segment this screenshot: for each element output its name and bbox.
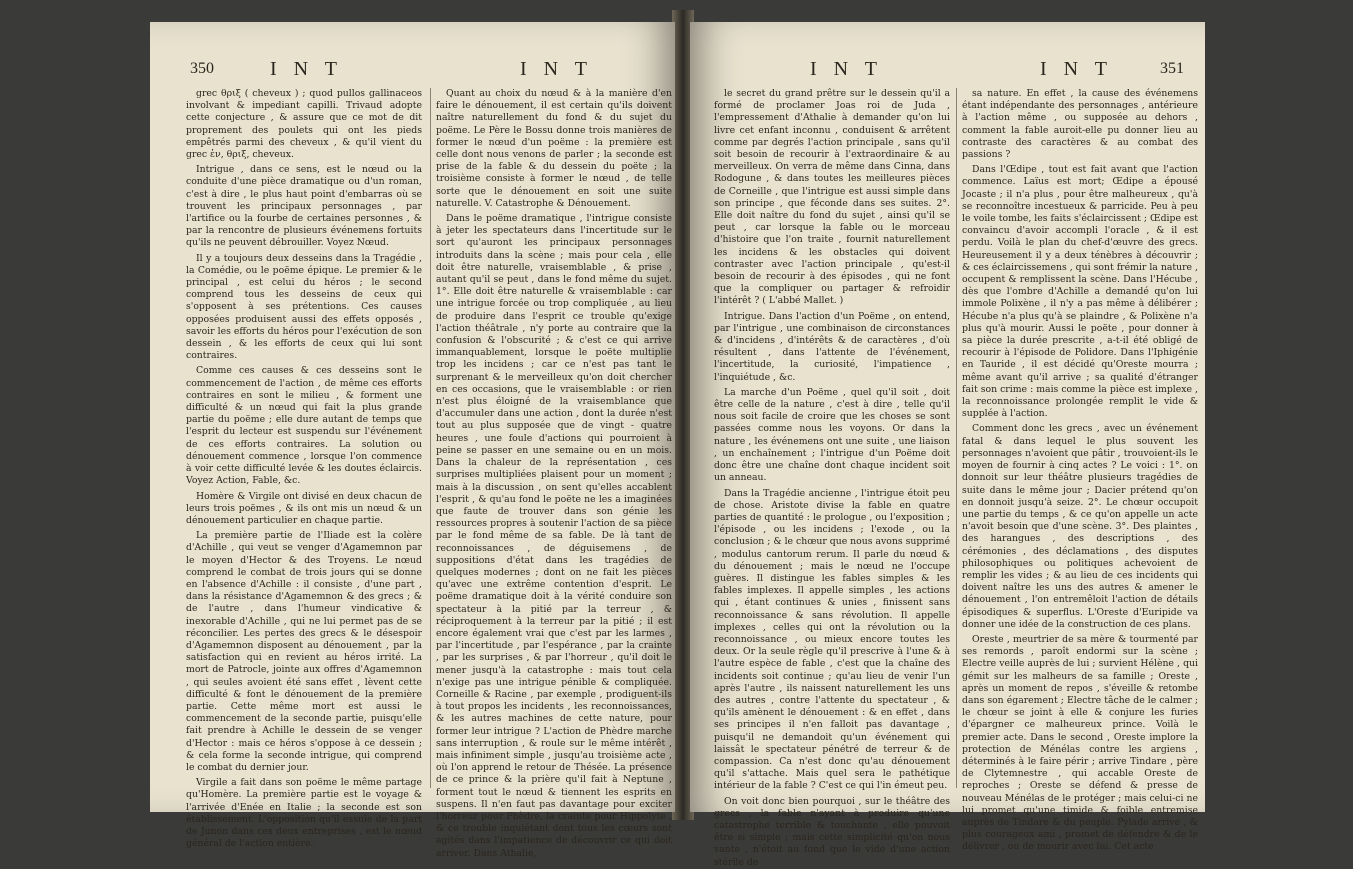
paragraph: Oreste , meurtrier de sa mère & tourmenté par ses remords , paroît endormi sur la scène ; Electre veille auprès de lui ; survient Hélène , qui gémit sur les malheurs de sa famille ; Oreste , après un moment de repos , s'éveille & retombe dans son égarement ; Electre tâche de le calmer ; le chœur se joint à elle & conjure les furies d'épargner ce malheureux prince. Voilà le premier acte. Dans le second , Oreste implore la protection de Ménélas contre les argiens , déterminés à le faire périr ; arrive Tindare , père de Clytemnestre , qui accable Oreste de reproches ; Oreste se défend & presse de nouveau Ménélas de le protéger ; mais celui-ci ne lui promet qu'une timide & foible entremise auprès de Tindare & du peuple. Pylade arrive , & plus courageux ami , promet de défendre & de le délivrer , ou de mourir avec lui. Cet acte: [962, 633, 1198, 853]
paragraph: Dans la Tragédie ancienne , l'intrigue étoit peu de chose. Aristote divise la fable en quatre parties de quantité : le prologue , ou l'exposition ; l'épisode , ou les incidens ; l'exode , ou la conclusion ; & le chœur que nous avons supprimé , modulus cantorum rerum. Il parle du nœud & du dénouement ; mais le nœud ne l'occupe guères. Il distingue les fables simples & les fables implexes. Il appelle simples , les actions qui , étant continues & unies , finissent sans reconnoissance & sans révolution. Il appelle implexes , celles qui ont la révolution ou la reconnoissance , ou mieux encore toutes les deux. Or la seule règle qu'il prescrive à l'une & à l'autre espèce de fable , c'est que la chaîne des incidents soit continue ; qu'au lieu de venir l'un après l'autre , ils naissent naturellement les uns des autres , contre l'attente du spectateur , & qu'ils amènent le dénouement : & en effet , dans ses principes il n'en falloit pas davantage , puisqu'il ne demandoit qu'un événement qui laissât le spectateur pénétré de terreur & de compassion. Ca n'est donc qu'au dénouement qu'il s'attache. Mais quel sera le pathétique intérieur de la fable ? C'est ce qui l'in émeut peu.: [714, 487, 950, 792]
left-page-column-1: [186, 88, 422, 850]
paragraph: La marche d'un Poëme , quel qu'il soit , doit être celle de la nature , c'est à dire , telle qu'il nous soit facile de croire que les choses se sont passées comme nous les voyons. Or dans la nature , les événemens ont une suite , une liaison , un enchaînement ; l'intrigue d'un Poëme doit donc être une chaîne dont chaque incident soit un anneau.: [714, 386, 950, 484]
page-number-left: 350: [190, 60, 214, 77]
running-header-right-1: I N T: [810, 58, 883, 80]
running-header-left-2: I N T: [520, 58, 593, 80]
paragraph: Quant au choix du nœud & à la manière d'en faire le dénouement, il est certain qu'ils doivent naître naturellement du fond & du sujet du poëme. Le Père le Bossu donne trois manières de former le nœud d'un poëme : la première est celle dont nous venons de parler ; la seconde est prise de la fable & du dessein du poëte ; la troisième consiste à former le nœud , de telle sorte que le dénouement en soit une suite naturelle. V. Catastrophe & Dénouement.: [436, 88, 672, 209]
right-page-column-2: [962, 88, 1198, 853]
paragraph: Comment donc les grecs , avec un événement fatal & dans lequel le plus souvent les personnages n'avoient que pâtir , trouvoient-ils le moyen de fournir à cinq actes ? Le voici : 1°. on donnoit sur leur théâtre plusieurs tragédies de suite dans le même jour ; Dacier prétend qu'on en donnoit jusqu'à seize. 2°. Le chœur occupoit une partie du temps , & ce qu'on appelle un acte n'avoit besoin que d'une scène. 3°. Des plaintes , des harangues , des descriptions , des cérémonies , des déclamations , des disputes philosophiques ou politiques achevoient de remplir les vides ; & au lieu de ces incidents qui doivent naître les uns des autres & amener le dénouement , l'on entremêloit l'action de détails épisodiques & superflus. L'Oreste d'Euripide va donner une idée de la construction de ces plans.: [962, 423, 1198, 630]
paragraph: Il y a toujours deux desseins dans la Tragédie , la Comédie, ou le poëme épique. Le premier & le principal , est celui du héros ; le second comprend tous les desseins de ceux qui s'opposent à ses prétentions. Ces causes opposées produisent aussi des effets opposés , savoir les efforts du héros pour l'exécution de son dessein , & les efforts de ceux qui lui sont contraires.: [186, 252, 422, 362]
paragraph: le secret du grand prêtre sur le dessein qu'il a formé de proclamer Joas roi de Juda , l'empressement d'Athalie à demander qu'on lui livre cet enfant inconnu , conduisent & arrêtent comme par degrés l'action principale , sans qu'il soit besoin de recourir à l'extraordinaire & au merveilleux. On verra de même dans Cinna, dans Rodogune , & dans toutes les meilleures pièces de Corneille , que l'intrigue est aussi simple dans son principe , que féconde dans ses suites. 2°. Elle doit naître du fond du sujet , ainsi qu'il se peut , car lorsque la fable ou le morceau d'histoire que l'on traite , fournit naturellement les incidens & les obstacles qui doivent contraster avec l'action principale , qu'est-il besoin de recourir à des épisodes , qui ne font que la compliquer ou partager & refroidir l'intérêt ? ( L'abbé Mallet. ): [714, 88, 950, 307]
left-page-column-2: [436, 88, 672, 859]
paragraph: sa nature. En effet , la cause des événemens étant indépendante des personnages , antérieure à l'action même , ou supposée au dehors , comment la fable auroit-elle pu donner lieu au contraste des caractères & au combat des passions ?: [962, 88, 1198, 161]
right-page: [690, 22, 1205, 868]
running-header-left-1: I N T: [270, 58, 343, 80]
paragraph: Intrigue. Dans l'action d'un Poëme , on entend, par l'intrigue , une combinaison de circonstances & d'incidens , d'intérêts & de caractères , d'où résultent , dans l'attente de l'événement, l'incertitude, la curiosité, l'impatience , l'inquiétude , &c.: [714, 310, 950, 383]
paragraph: Intrigue , dans ce sens, est le nœud ou la conduite d'une pièce dramatique ou d'un roman, c'est à dire , le plus haut point d'embarras où se trouvent les principaux personnages , par l'artifice ou la fourbe de certaines personnes , & par la rencontre de plusieurs événemens fortuits qu'ils ne peuvent débrouiller. Voyez Nœud.: [186, 164, 422, 249]
column-rule: [430, 88, 431, 788]
paragraph: La première partie de l'Iliade est la colère d'Achille , qui veut se venger d'Agamemnon par le moyen d'Hector & des Troyens. Le nœud comprend le combat de trois jours qui se donne en l'absence d'Achille : il consiste , d'une part , dans la résistance d'Agamemnon & des grecs ; & de l'autre , dans l'humeur vindicative & inexorable d'Achille , qui ne lui permet pas de se réconcilier. Les pertes des grecs & le désespoir d'Agamemnon disposent au dénouement , par la satisfaction qui en revient au héros irrité. La mort de Patrocle, jointe aux offres d'Agamemnon , qui seules avoient été sans effet , lèvent cette difficulté & font le dénouement de la première partie. Cette même mort est aussi le commencement de la seconde partie, puisqu'elle fait prendre à Achille le dessein de se venger d'Hector : mais ce héros s'oppose à ce dessein ; & cela forme la seconde intrigue, qui comprend le combat du dernier jour.: [186, 530, 422, 773]
right-page-column-1: [714, 88, 950, 868]
paragraph: Dans le poëme dramatique , l'intrigue consiste à jeter les spectateurs dans l'incertitude sur le sort qu'auront les principaux personnages introduits dans la scène ; mais pour cela , elle doit être naturelle, vraisemblable , & prise , autant qu'il se peut , dans le fond même du sujet. 1°. Elle doit être naturelle & vraisemblable : car une intrigue forcée ou trop compliquée , au lieu de produire dans l'esprit ce trouble qu'exige l'action théâtrale , n'y porte au contraire que la confusion & l'obscurité ; & c'est ce qui arrive immanquablement, lorsque le poëte multiplie trop les incidens ; car ce n'est pas tant le surprenant & le merveilleux qu'on doit chercher en ces occasions, que le vraisemblable : or rien n'est plus éloigné de la vraisemblance que d'accumuler dans une action , dont la durée n'est tout au plus supposée que de vingt - quatre heures , une foule d'actions qui pourroient à peine se passer en une semaine ou en un mois. Dans la chaleur de la représentation , ces surprises multipliées plaisent pour un moment ; mais à la discussion , on sent qu'elles accablent l'esprit , & qu'au fond le poëte ne les a imaginées que faute de trouver dans son génie les ressources propres à soutenir l'action de sa pièce par le fond même de sa fable. De là tant de reconnoissances , de déguisemens , de suppositions d'état dans les tragédies de quelques modernes ; dont on ne fait les pièces qu'avec une extrême contention d'esprit. Le poëme dramatique doit à la vérité conduire son spectateur à la pitié par la terreur , & réciproquement à la terreur par la pitié ; il est encore également vrai que c'est par les larmes , par l'incertitude , par l'espérance , par la crainte , par les surprises , & par l'horreur , qu'il doit le mener jusqu'à la catastrophe : mais tout cela n'exige pas une intrigue pénible & compliquée. Corneille & Racine , par exemple , prodiguent-ils à tout propos les incidents , les reconnoissances, & les autres machines de cette nature, pour former leur intrigue ? L'action de Phèdre marche sans interruption , & roule sur le même intérêt , mais infiniment simple , jusqu'au troisième acte , où l'on apprend le retour de Thésée. La présence de ce prince & la prière qu'il fait à Neptune , forment tout le nœud & tiennent les esprits en suspens. Il n'en faut pas davantage pour exciter l'horreur pour Phèdre, la crainte pour Hippolyte , & ce trouble inquiétant dont tous les cœurs sont agités dans l'impatience de découvrir ce qui doit arriver. Dans Athalie,: [436, 213, 672, 859]
paragraph: Homère & Virgile ont divisé en deux chacun de leurs trois poëmes , & ils ont mis un nœud & un dénouement particulier en chaque partie.: [186, 490, 422, 526]
page-number-right: 351: [1160, 60, 1184, 77]
paragraph: grec θριξ ( cheveux ) ; quod pullos gallinaceos involvant & impediant capilli. Trivaud adopte cette conjecture , & assure que ce mot de dit proprement des poulets qui ont les pieds empêtrés parmi des cheveux , & qu'il vient du grec ἐν, θριξ, cheveux.: [186, 88, 422, 161]
paragraph: Comme ces causes & ces desseins sont le commencement de l'action , de même ces efforts contraires en sont le milieu , & forment une difficulté & un nœud qui fait la plus grande partie du poëme ; elle dure autant de temps que l'esprit du lecteur est suspendu sur l'événement de ces efforts contraires. La solution ou dénouement commence , lorsque l'on commence à voir cette difficulté levée & les doutes éclaircis. Voyez Action, Fable, &c.: [186, 365, 422, 487]
left-page: [150, 22, 675, 859]
running-header-right-2: I N T: [1040, 58, 1113, 80]
column-rule: [956, 88, 957, 788]
paragraph: Virgile a fait dans son poëme le même partage qu'Homère. La première partie est le voyage & l'arrivée d'Enée en Italie ; la seconde est son établissement. L'opposition qu'il essuie de la part de Junon dans ces deux entreprises , est le nœud général de l'action entière.: [186, 777, 422, 850]
paragraph: Dans l'Œdipe , tout est fait avant que l'action commence. Laïus est mort; Œdipe a épousé Jocaste ; il n'a plus , pour être malheureux , qu'à se reconnoître incestueux & parricide. Peu à peu le voile tombe, les faits s'éclaircissent ; Œdipe est convaincu d'avoir accompli l'oracle , & il est perdu. Voilà le plan du chef-d'œuvre des grecs. Heureusement il y a deux ténèbres à découvrir ; & ces éclaircissemens , qui sont frémir la nature , occupent & remplissent la scène. Dans l'Hécube , dès que l'ombre d'Achille a demandé qu'on lui immole Polixène , il n'y a pas même à délibérer ; Hécube n'a plus qu'à se plaindre , & Polixène n'a plus qu'à mourir. Aussi le poëte , pour donner à sa pièce la durée prescrite , a-t-il été obligé de recourir à l'épisode de Polidore. Dans l'Iphigénie en Tauride , il est décidé qu'Oreste mourra ; même avant qu'il arrive ; sa qualité d'étranger fait son crime : mais comme la pièce est implexe , la reconnoissance prolongée remplit le vide & supplée à l'action.: [962, 164, 1198, 420]
paragraph: On voit donc bien pourquoi , sur le théâtre des grecs , la fable n'ayant à produire qu'une catastrophe terrible & touchante , elle pouvoit être si simple ; mais cette simplicité qu'on nous vante , n'étoit au fond que le vide d'une action stérile de: [714, 795, 950, 868]
